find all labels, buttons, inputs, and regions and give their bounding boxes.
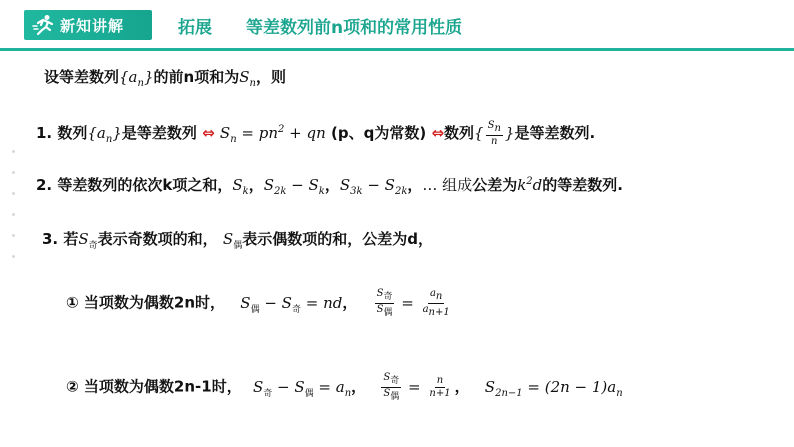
header-bar bbox=[0, 0, 794, 50]
p1-formula: $S_n = pn^2$ + qn bbox=[219, 124, 326, 145]
case-2: ② 当项数为偶数2n-1时， $S_奇 - S_偶 = a_n$， $\frac{S_奇}{S_偶}$ = $\frac{n}{n+1}$ ， $S_{2n-1} = (2n - 1)a_n$ bbox=[66, 372, 623, 402]
p3-text-c: 表示偶数项的和，公差为d， bbox=[242, 230, 433, 248]
iff-symbol-2: ⇔ bbox=[431, 124, 445, 142]
p3-text-b: 表示奇数项的和， bbox=[97, 230, 218, 248]
property-1: 1. 数列$\{a_n\}$是等差数列 ⇔ $S_n = pn^2$ + qn (p、q为常数) ⇔数列{ $\frac{S_n}{n}$ }是等差数列. bbox=[36, 120, 596, 147]
badge-label: 新知讲解 bbox=[60, 16, 125, 35]
section-badge bbox=[24, 10, 152, 40]
p1-note: (p、q为常数) bbox=[331, 124, 427, 142]
page-title: 等差数列前n项和的常用性质 bbox=[246, 18, 463, 38]
intro-suffix: ，则 bbox=[255, 68, 286, 86]
runner-icon bbox=[32, 14, 56, 36]
p1-text-c: 是等差数列. bbox=[514, 124, 596, 142]
extension-label: 拓展 bbox=[178, 18, 212, 38]
intro-mid: 的前n项和为 bbox=[153, 68, 240, 86]
header-divider bbox=[0, 48, 794, 51]
p1-number: 1. 数列 bbox=[36, 124, 88, 142]
property-2: 2. 等差数列的依次k项之和，$S_k$，$S_{2k} - S_k$，$S_{3k} - S_{2k}$，… 组成公差为$k^2d$的等差数列. bbox=[36, 176, 623, 197]
seq-an: $\{a_n\}$ bbox=[119, 68, 154, 89]
p2-text-a: 2. 等差数列的依次k项之和， bbox=[36, 176, 233, 194]
p2-ellipsis: … 组成 bbox=[422, 176, 473, 194]
p1-text-b: 数列 bbox=[444, 124, 475, 142]
sum-sn: $S_n$ bbox=[239, 68, 256, 89]
decorative-dots bbox=[11, 150, 17, 276]
case1-label: ① 当项数为偶数2n时， bbox=[66, 293, 226, 312]
p1-text-a: 是等差数列 bbox=[121, 124, 197, 142]
property-3: 3. 若$S_奇$表示奇数项的和， $S_偶$表示偶数项的和，公差为d， bbox=[42, 230, 433, 251]
p3-text-a: 3. 若 bbox=[42, 230, 79, 248]
intro-prefix: 设等差数列 bbox=[44, 68, 120, 86]
iff-symbol: ⇔ bbox=[202, 124, 215, 142]
case-1: ① 当项数为偶数2n时， $S_偶 - S_奇$ = nd， $\frac{S_奇}{S_偶}$ = $\frac{a_n}{a_{n+1}}$ bbox=[66, 288, 450, 318]
p2-text-b: 公差为 bbox=[472, 176, 518, 194]
case2-label: ② 当项数为偶数2n-1时， bbox=[66, 377, 242, 396]
p2-text-c: 的等差数列. bbox=[542, 176, 623, 194]
intro-line bbox=[44, 66, 286, 89]
